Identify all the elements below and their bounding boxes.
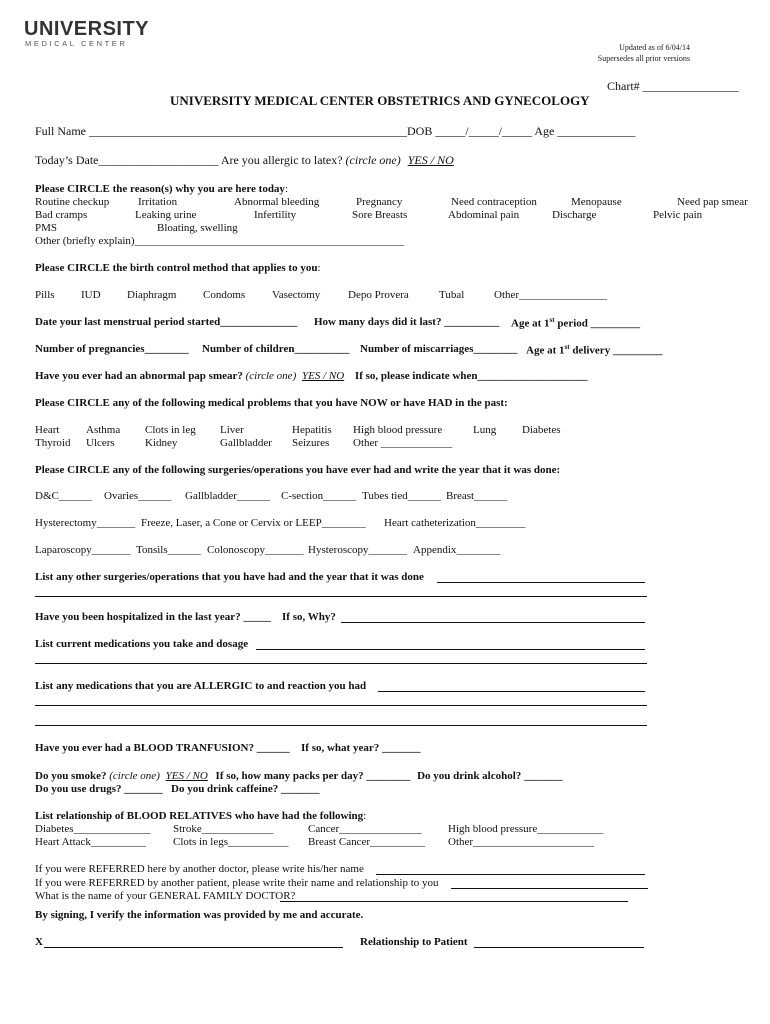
birth-control-option[interactable]: Condoms	[203, 289, 246, 301]
age-first-delivery-field[interactable]: Age at 1st delivery _________	[526, 343, 663, 357]
relative-field[interactable]: Diabetes______________	[35, 823, 151, 835]
surgery-option[interactable]: Ovaries______	[104, 490, 172, 502]
latex-yes-no[interactable]: YES / NO	[407, 153, 454, 167]
reason-option[interactable]: Need contraception	[451, 196, 537, 208]
transfusion-field[interactable]: Have you ever had a BLOOD TRANFUSION? ______	[35, 742, 290, 754]
problem-option[interactable]: Lung	[473, 424, 497, 436]
birth-control-option[interactable]: Depo Provera	[348, 289, 409, 301]
reason-option[interactable]: Routine checkup	[35, 196, 110, 208]
signature-x: X	[35, 936, 43, 948]
updated-note: Updated as of 6/04/14	[619, 43, 690, 52]
alcohol-field[interactable]: Do you drink alcohol? _______	[417, 770, 563, 782]
surgery-option[interactable]: Heart catheterization_________	[384, 517, 526, 529]
problem-option[interactable]: Kidney	[145, 437, 178, 449]
logo-wordmark: UNIVERSITY	[24, 18, 150, 40]
pap-yes-no[interactable]: YES / NO	[301, 370, 345, 382]
referred-doctor-line[interactable]	[376, 874, 645, 875]
miscarriages-field[interactable]: Number of miscarriages________	[360, 343, 518, 355]
surgery-option[interactable]: Tonsils______	[136, 544, 201, 556]
reason-option[interactable]: Pelvic pain	[653, 209, 703, 221]
relative-field[interactable]: High blood pressure____________	[448, 823, 604, 835]
smoke-yes-no[interactable]: YES / NO	[165, 770, 208, 782]
packs-field[interactable]: If so, how many packs per day? ________	[215, 770, 411, 782]
medications-label: List current medications you take and dosage	[35, 638, 249, 650]
period-days-field[interactable]: How many days did it last? __________	[314, 316, 500, 328]
problem-option[interactable]: Ulcers	[86, 437, 115, 449]
signing-statement: By signing, I verify the information was provided by me and accurate.	[35, 909, 364, 921]
referred-doctor-label: If you were REFERRED here by another doctor, please write his/her name	[35, 863, 364, 875]
relative-field[interactable]: Cancer_______________	[308, 823, 422, 835]
problem-option[interactable]: Liver	[220, 424, 244, 436]
full-name-dob-age-field[interactable]: Full Name _____________________________________________________DOB _____/_____/_____ Age _____________	[35, 124, 636, 138]
reason-option[interactable]: Irritation	[138, 196, 178, 208]
problem-option[interactable]: High blood pressure	[353, 424, 443, 436]
reason-option[interactable]: Bad cramps	[35, 209, 88, 221]
reason-option[interactable]: Pregnancy	[356, 196, 403, 208]
surgery-option[interactable]: Breast______	[446, 490, 508, 502]
medications-line[interactable]	[35, 663, 647, 664]
problem-option[interactable]: Clots in leg	[145, 424, 196, 436]
reason-other-field[interactable]: Other (briefly explain)_________________________________________________	[35, 235, 405, 247]
birth-control-option[interactable]: Diaphragm	[127, 289, 177, 301]
surgery-option[interactable]: Tubes tied______	[362, 490, 441, 502]
allergic-label: List any medications that you are ALLERGIC to and reaction you had	[35, 680, 367, 692]
pap-smear-row[interactable]: Have you ever had an abnormal pap smear? (circle one) YES / NO If so, please indicate when____________________	[35, 370, 588, 382]
today-latex-row[interactable]	[35, 153, 454, 168]
age-first-period-field[interactable]: Age at 1st period _________	[511, 316, 641, 330]
surgery-option[interactable]: Freeze, Laser, a Cone or Cervix or LEEP________	[141, 517, 366, 529]
surgeries-heading: Please CIRCLE any of the following surgeries/operations you have ever had and write the year that it was done:	[35, 464, 561, 476]
reason-option[interactable]: Infertility	[254, 209, 297, 221]
reason-option[interactable]: Bloating, swelling	[157, 222, 238, 234]
problem-option[interactable]: Heart	[35, 424, 60, 436]
surgery-option[interactable]: Laparoscopy_______	[35, 544, 131, 556]
reason-option[interactable]: Need pap smear	[677, 196, 748, 208]
children-field[interactable]: Number of children__________	[202, 343, 350, 355]
page-title: UNIVERSITY MEDICAL CENTER OBSTETRICS AND GYNECOLOGY	[170, 93, 590, 108]
allergic-line[interactable]	[35, 725, 647, 726]
pap-when-field[interactable]: If so, please indicate when____________________	[354, 370, 588, 382]
other-surgeries-label: List any other surgeries/operations that you have had and the year that it was done	[35, 571, 424, 583]
birth-control-option[interactable]: Vasectomy	[272, 289, 321, 301]
relationship-label: Relationship to Patient	[360, 936, 468, 948]
problem-option[interactable]: Gallbladder	[220, 437, 272, 449]
relatives-heading: List relationship of BLOOD RELATIVES who have had the following:	[35, 810, 367, 822]
birth-control-other-field[interactable]: Other________________	[494, 289, 608, 301]
logo-subtitle: MEDICAL CENTER	[25, 39, 128, 48]
drugs-field[interactable]: Do you use drugs? _______	[35, 783, 163, 795]
caffeine-field[interactable]: Do you drink caffeine? _______	[171, 783, 320, 795]
signature-line[interactable]	[44, 947, 343, 948]
problem-other-field[interactable]: Other _____________	[353, 437, 453, 449]
surgery-option[interactable]: D&C______	[35, 490, 92, 502]
other-surgeries-line[interactable]	[35, 596, 647, 597]
birth-control-option[interactable]: IUD	[81, 289, 101, 301]
referred-patient-line[interactable]	[451, 888, 648, 889]
today-date-field[interactable]: Today’s Date____________________ Are you allergic to latex?	[35, 153, 343, 167]
birth-control-option[interactable]: Pills	[35, 289, 55, 301]
problem-option[interactable]: Hepatitis	[292, 424, 332, 436]
referred-patient-label: If you were REFERRED by another patient, please write their name and relationship to you	[35, 877, 439, 889]
surgery-option[interactable]: Hysteroscopy_______	[308, 544, 407, 556]
family-doctor-label: What is the name of your GENERAL FAMILY DOCTOR?	[35, 890, 296, 902]
hospitalized-why-line[interactable]	[341, 622, 645, 623]
relative-field[interactable]: Breast Cancer__________	[308, 836, 425, 848]
problem-option[interactable]: Thyroid	[35, 437, 71, 449]
surgery-option[interactable]: Colonoscopy_______	[207, 544, 304, 556]
pregnancies-field[interactable]: Number of pregnancies________	[35, 343, 189, 355]
reasons-heading: Please CIRCLE the reason(s) why you are here today:	[35, 183, 288, 195]
surgery-option[interactable]: Appendix________	[413, 544, 501, 556]
circle-one-hint: (circle one)	[345, 153, 401, 167]
problem-option[interactable]: Asthma	[86, 424, 121, 436]
allergic-line[interactable]	[378, 691, 645, 692]
reason-option[interactable]: Leaking urine	[135, 209, 197, 221]
family-doctor-line[interactable]	[280, 901, 628, 902]
reason-option[interactable]: Sore Breasts	[352, 209, 408, 221]
relationship-line[interactable]	[474, 947, 644, 948]
birth-control-option[interactable]: Tubal	[439, 289, 465, 301]
hospitalized-why-label: If so, Why?	[282, 611, 336, 623]
other-surgeries-line[interactable]	[437, 582, 645, 583]
medications-line[interactable]	[256, 649, 645, 650]
surgery-option[interactable]: Gallbladder______	[185, 490, 270, 502]
relative-field[interactable]: Heart Attack__________	[35, 836, 146, 848]
allergic-line[interactable]	[35, 705, 647, 706]
transfusion-year-field[interactable]: If so, what year? _______	[301, 742, 421, 754]
smoke-row[interactable]: Do you smoke? (circle one) YES / NO If so, how many packs per day? ________ Do you drink alcohol? _______	[35, 770, 563, 782]
problems-heading: Please CIRCLE any of the following medical problems that you have NOW or have HAD in the past:	[35, 397, 508, 409]
hospitalized-field[interactable]: Have you been hospitalized in the last year? _____	[35, 611, 271, 623]
chart-number-field[interactable]: Chart# ________________	[607, 79, 739, 93]
last-period-field[interactable]: Date your last menstrual period started______________	[35, 316, 298, 328]
problem-option[interactable]: Diabetes	[522, 424, 561, 436]
supersedes-note: Supersedes all prior versions	[597, 54, 690, 63]
surgery-option[interactable]: Hysterectomy_______	[35, 517, 136, 529]
surgery-option[interactable]: C-section______	[281, 490, 357, 502]
birth-control-heading: Please CIRCLE the birth control method that applies to you:	[35, 262, 321, 274]
relative-field[interactable]: Other______________________	[448, 836, 595, 848]
relative-field[interactable]: Clots in legs___________	[173, 836, 289, 848]
reason-option[interactable]: Abnormal bleeding	[234, 196, 320, 208]
reason-option[interactable]: Discharge	[552, 209, 597, 221]
relative-field[interactable]: Stroke_____________	[173, 823, 274, 835]
problem-option[interactable]: Seizures	[292, 437, 330, 449]
reason-option[interactable]: Abdominal pain	[448, 209, 520, 221]
reason-option[interactable]: Menopause	[571, 196, 622, 208]
reason-option[interactable]: PMS	[35, 222, 58, 234]
